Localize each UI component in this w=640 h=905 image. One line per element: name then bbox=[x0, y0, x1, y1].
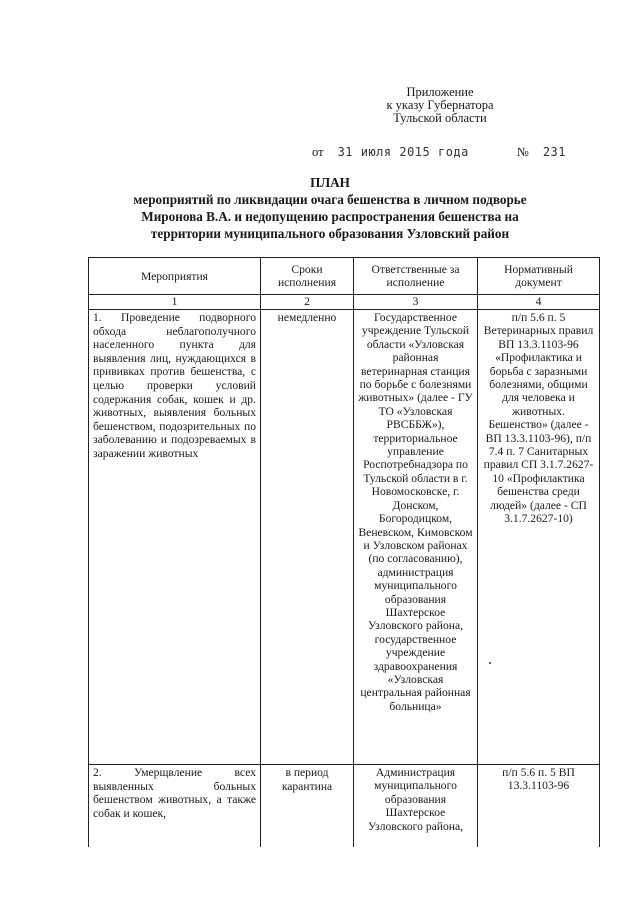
page-bottom-margin bbox=[0, 867, 640, 905]
appendix-line-1: Приложение bbox=[406, 85, 474, 99]
title-line-3: территории муниципального образования Узловский район bbox=[150, 226, 510, 241]
document-cell: п/п 5.6 п. 5 Ветеринарных правил ВП 13.3.1103-96 «Профилактика и борьба с заразными болезнями, общими для человека и животных. Бешенство» (далее - ВП 13.3.1103-96), п/п 7.4 п. 7 Санитарных правил СП 3.1.7.2627-10 «Профилактика бешенства среди людей» (далее - СП 3.1.7.2627-10) bbox=[478, 310, 600, 765]
plan-table bbox=[88, 257, 600, 847]
column-number: 1 bbox=[89, 295, 261, 310]
column-header: Сроки исполнения bbox=[261, 258, 354, 295]
table-row bbox=[89, 765, 600, 848]
responsible-cell: Администрация муниципального образования Шахтерское Узловского района, bbox=[354, 765, 478, 848]
column-number: 2 bbox=[261, 295, 354, 310]
decree-number: 231 bbox=[542, 145, 567, 159]
title-heading: ПЛАН bbox=[310, 175, 350, 190]
title-line-1: мероприятий по ликвидации очага бешенства в личном подворье bbox=[133, 192, 527, 207]
table-header-row bbox=[89, 258, 600, 295]
column-number: 3 bbox=[354, 295, 478, 310]
decree-date: 31 июля 2015 года bbox=[337, 145, 469, 159]
table-row bbox=[89, 310, 600, 765]
term-cell: в период карантина bbox=[261, 765, 354, 848]
date-prefix: от bbox=[312, 145, 324, 159]
term-cell: немедленно bbox=[261, 310, 354, 765]
action-cell: 2. Умерщвление всех выявленных больных бешенством животных, а также собак и кошек, bbox=[89, 765, 261, 848]
column-number-row bbox=[89, 295, 600, 310]
scan-speck bbox=[489, 662, 491, 664]
appendix-note bbox=[360, 86, 520, 125]
column-header: Ответственные за исполнение bbox=[354, 258, 478, 295]
column-header: Мероприятия bbox=[89, 258, 261, 295]
plan-title bbox=[60, 174, 600, 242]
title-line-2: Миронова В.А. и недопущению распространения бешенства на bbox=[141, 209, 519, 224]
responsible-cell: Государственное учреждение Тульской области «Узловская районная ветеринарная станция по борьбе с болезнями животных» (далее - ГУ ТО «Узловская РВСББЖ»), территориальное управление Роспотребнадзора по Тульской области в г. Новомосковске, г. Донском, Богородицком, Веневском, Кимовском и Узловском районах (по согласованию), администрация муниципального образования Шахтерское Узловского района, государственное учреждение здравоохранения «Узловская центральная районная больница» bbox=[354, 310, 478, 765]
document-cell: п/п 5.6 п. 5 ВП 13.3.1103-96 bbox=[478, 765, 600, 848]
column-header: Нормативный документ bbox=[478, 258, 600, 295]
action-cell: 1. Проведение подворного обхода неблагополучного населенного пункта для выявления лиц, нуждающихся в прививках против бешенства, с целью проверки условий содержания собак, кошек и др. животных, выявления больных бешенством, подозрительных по заболеванию и подозреваемых в заражении животных bbox=[89, 310, 261, 765]
appendix-line-2: к указу Губернатора bbox=[386, 98, 494, 112]
number-sign: № bbox=[516, 145, 529, 159]
appendix-line-3: Тульской области bbox=[393, 111, 487, 125]
column-number: 4 bbox=[478, 295, 600, 310]
decree-dateline bbox=[312, 145, 566, 160]
